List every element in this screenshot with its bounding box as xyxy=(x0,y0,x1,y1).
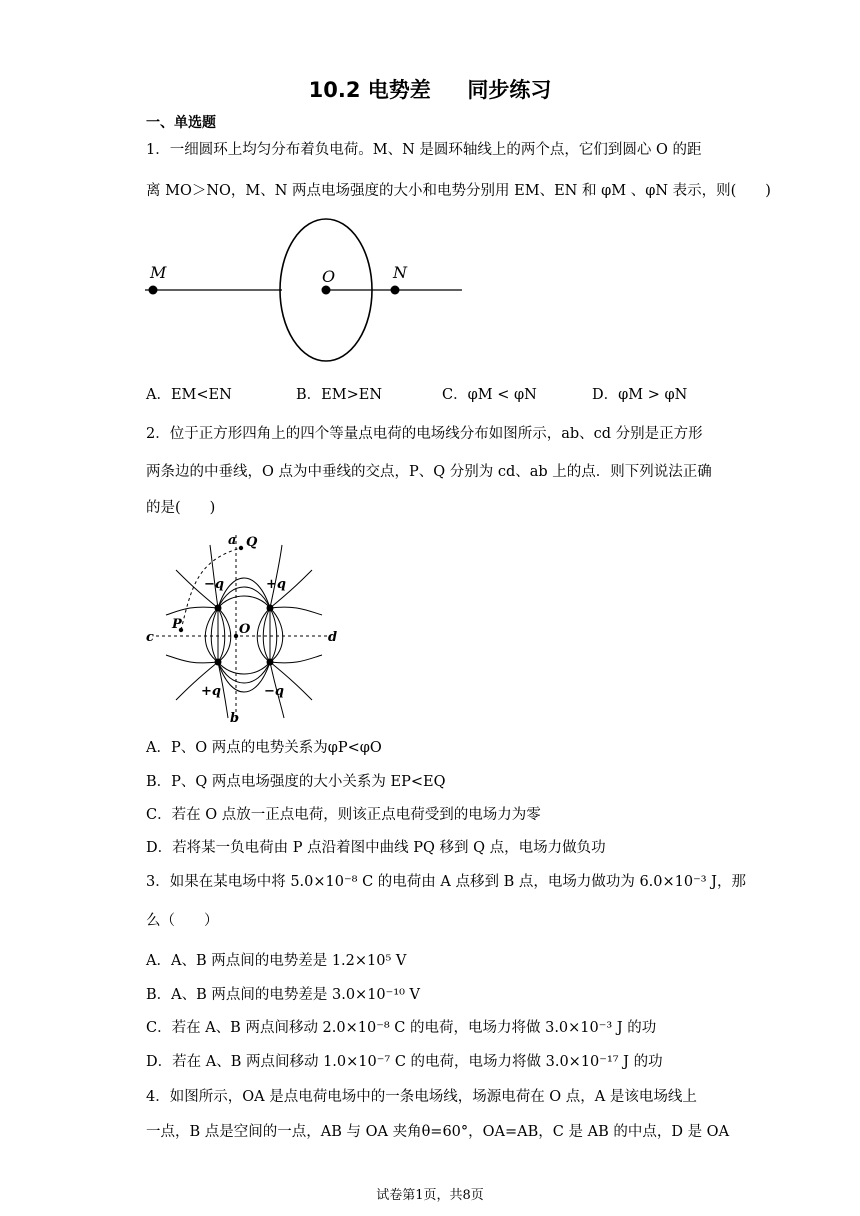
label-m: M xyxy=(150,263,167,282)
question-4-line-1: 4．如图所示，OA 是点电荷电场中的一条电场线，场源电荷在 O 点，A 是该电场线上 xyxy=(146,1089,697,1105)
label-b: b xyxy=(230,711,240,726)
label-a: a xyxy=(228,533,237,548)
label-o: O xyxy=(322,267,336,286)
page-title: 10.2 电势差 同步练习 xyxy=(308,78,552,102)
question-3-option-a: A．A、B 两点间的电势差是 1.2×10⁵ V xyxy=(146,953,407,969)
ring-axis-figure xyxy=(140,210,470,365)
label-charge-bottom-left: +q xyxy=(201,684,221,699)
question-2-line-1: 2．位于正方形四角上的四个等量点电荷的电场线分布如图所示，ab、cd 分别是正方形 xyxy=(146,426,703,442)
question-3-line-1: 3．如果在某电场中将 5.0×10⁻⁸ C 的电荷由 A 点移到 B 点，电场力做功为 6.0×10⁻³ J，那 xyxy=(146,874,746,890)
charge-top-right xyxy=(267,605,274,612)
page-footer: 试卷第1页，共8页 xyxy=(376,1188,484,1203)
question-2-option-d: D．若将某一负电荷由 P 点沿着图中曲线 PQ 移到 Q 点，电场力做负功 xyxy=(146,840,606,856)
label-p: P xyxy=(172,617,182,632)
question-3-option-b: B．A、B 两点间的电势差是 3.0×10⁻¹⁰ V xyxy=(146,987,421,1003)
point-n xyxy=(391,286,400,295)
question-4-line-2: 一点，B 点是空间的一点，AB 与 OA 夹角θ=60°，OA=AB，C 是 AB 的中点，D 是 OA xyxy=(146,1124,730,1140)
charge-bottom-right xyxy=(267,659,274,666)
question-1-option-d: D．φM > φN xyxy=(592,387,688,403)
question-1-option-c: C．φM < φN xyxy=(442,387,537,403)
question-1-option-b: B．EM>EN xyxy=(296,387,383,403)
question-3-option-c: C．若在 A、B 两点间移动 2.0×10⁻⁸ C 的电荷，电场力将做 3.0×10⁻³ J 的功 xyxy=(146,1020,657,1036)
label-n: N xyxy=(393,263,407,282)
question-2-option-c: C．若在 O 点放一正点电荷，则该正点电荷受到的电场力为零 xyxy=(146,807,541,823)
point-m xyxy=(149,286,158,295)
question-1-option-a: A．EM<EN xyxy=(146,387,232,403)
section-heading: 一、单选题 xyxy=(146,115,216,131)
question-1-line-2: 离 MO＞NO，M、N 两点电场强度的大小和电势分别用 EM、EN 和 φM 、φN 表示，则( ) xyxy=(146,183,771,199)
point-q xyxy=(239,546,243,550)
question-3-option-d: D．若在 A、B 两点间移动 1.0×10⁻⁷ C 的电荷，电场力将做 3.0×10⁻¹⁷ J 的功 xyxy=(146,1054,663,1070)
label-q: Q xyxy=(246,535,258,550)
question-2-option-b: B．P、Q 两点电场强度的大小关系为 EP<EQ xyxy=(146,774,446,790)
charge-top-left xyxy=(215,605,222,612)
label-d: d xyxy=(328,630,338,645)
question-1-line-1: 1．一细圆环上均匀分布着负电荷。M、N 是圆环轴线上的两个点，它们到圆心 O 的距 xyxy=(146,142,702,158)
question-2-line-2: 两条边的中垂线，O 点为中垂线的交点，P、Q 分别为 cd、ab 上的点．则下列说法正确 xyxy=(146,464,712,480)
field-lines-figure xyxy=(146,530,346,725)
question-2-option-a: A．P、O 两点的电势关系为φP<φO xyxy=(146,740,382,756)
label-o: O xyxy=(239,622,251,637)
label-charge-bottom-right: −q xyxy=(264,684,284,699)
question-3-line-2: 么（ ） xyxy=(146,913,219,929)
label-charge-top-left: −q xyxy=(204,577,224,592)
question-2-line-3: 的是( ) xyxy=(146,500,216,516)
label-charge-top-right: +q xyxy=(266,577,286,592)
point-o xyxy=(322,286,331,295)
charge-bottom-left xyxy=(215,659,222,666)
point-o xyxy=(234,634,238,638)
label-c: c xyxy=(146,630,154,645)
